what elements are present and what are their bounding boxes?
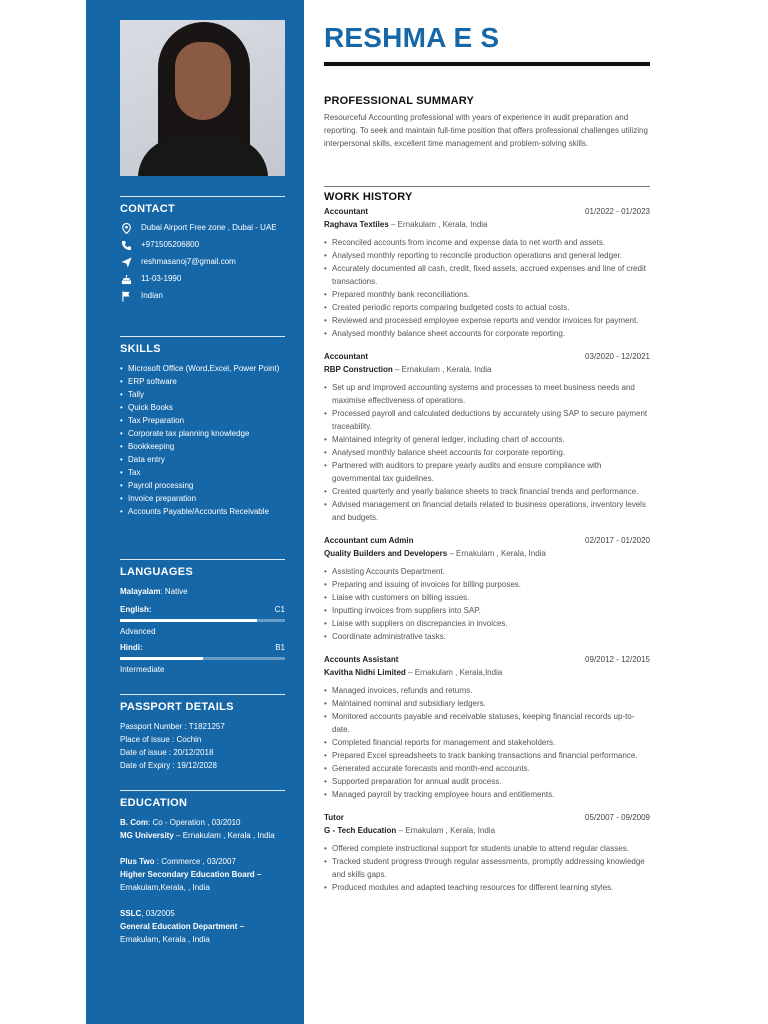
skill-item: • Quick Books [120, 401, 285, 414]
job-company: RBP Construction – Ernakulam , Kerala, India [324, 365, 492, 374]
job-bullet: • Generated accurate forecasts and month-end accounts. [324, 762, 650, 775]
candidate-name: RESHMA E S [324, 22, 500, 53]
job-date: 02/2017 - 01/2020 [585, 536, 650, 545]
work-history-title: WORK HISTORY [324, 191, 413, 203]
job-bullet: • Managed payroll by tracking employee hours and entitlements. [324, 788, 650, 801]
skill-item: • Invoice preparation [120, 492, 285, 505]
job-title: Tutor [324, 813, 344, 822]
skill-item: • Tax Preparation [120, 414, 285, 427]
education-item: B. Com: Co - Operation , 03/2010 MG University – Ernakulam , Kerala , India [120, 818, 275, 840]
skill-item: • Tax [120, 466, 285, 479]
flag-icon [120, 290, 132, 302]
language-english: English: C1 Advanced [120, 605, 285, 636]
job-entry [324, 351, 650, 524]
summary-section [324, 95, 650, 150]
skills-list [120, 362, 285, 518]
job-bullet: • Advised management on financial details related to business operations, inventory levels and budgets. [324, 498, 650, 524]
skill-item: • Data entry [120, 453, 285, 466]
job-bullet: • Prepared monthly bank reconciliations. [324, 288, 650, 301]
passport-section: PASSPORT DETAILS Passport Number : T1821257 Place of issue : Cochin Date of issue : 20/12/2018 Date of Expiry : 19/12/2028 [120, 694, 285, 772]
job-title: Accountant cum Admin [324, 536, 414, 545]
skills-title: SKILLS [120, 343, 161, 355]
profile-photo [120, 20, 285, 176]
job-bullet: • Reconciled accounts from income and expense data to net worth and assets. [324, 236, 650, 249]
skill-item: • ERP software [120, 375, 285, 388]
job-entry [324, 654, 650, 801]
education-section [120, 790, 285, 946]
job-bullet: • Liaise with customers on billing issues. [324, 591, 650, 604]
job-bullet: • Maintained integrity of general ledger, including chart of accounts. [324, 433, 650, 446]
contact-birthdate: 11-03-1990 [120, 273, 285, 285]
skill-item: • Tally [120, 388, 285, 401]
job-bullet: • Processed payroll and calculated deductions by accurately using SAP to secure payment traceability. [324, 407, 650, 433]
job-title: Accountant [324, 352, 368, 361]
contact-phone[interactable]: +971505206800 [120, 239, 285, 251]
job-bullet: • Inputting invoices from suppliers into SAP. [324, 604, 650, 617]
summary-text: Resourceful Accounting professional with years of experience in audit preparation and reporting. To seek and maintain full-time position that offers professional challenges utilizing interpersonal skills, excellent time management and problem-solving skills. [324, 113, 648, 148]
job-bullet: • Set up and improved accounting systems and processes to meet business needs and maximise effectiveness of operations. [324, 381, 650, 407]
job-date: 01/2022 - 01/2023 [585, 207, 650, 216]
sidebar [86, 0, 304, 1024]
job-entry [324, 535, 650, 643]
job-bullet: • Analysed monthly balance sheet accounts for corporate reporting. [324, 446, 650, 459]
job-bullet: • Reviewed and processed employee expense reports and vendor invoices for payment. [324, 314, 650, 327]
job-company: G - Tech Education – Ernakulam , Kerala, India [324, 826, 496, 835]
skills-section [120, 336, 285, 518]
skill-item: • Accounts Payable/Accounts Receivable [120, 505, 285, 518]
job-company: Raghava Textiles – Ernakulam , Kerala, India [324, 220, 488, 229]
job-bullet: • Tracked student progress through regular assessments, promptly addressing knowledge and skills gaps. [324, 855, 650, 881]
phone-icon [120, 239, 132, 251]
job-company: Quality Builders and Developers – Ernakulam , Kerala, India [324, 549, 546, 558]
job-bullet: • Accurately documented all cash, credit, fixed assets, accrued expenses and line of credit transactions. [324, 262, 650, 288]
job-bullet: • Supported preparation for annual audit process. [324, 775, 650, 788]
job-bullet: • Maintained nominal and subsidiary ledgers. [324, 697, 650, 710]
work-history-section [324, 186, 650, 894]
contact-title: CONTACT [120, 203, 176, 215]
language-level-bar [120, 657, 285, 660]
skill-item: • Corporate tax planning knowledge [120, 427, 285, 440]
job-date: 09/2012 - 12/2015 [585, 655, 650, 664]
name-divider [324, 62, 650, 66]
job-bullet: • Produced modules and adapted teaching resources for different learning styles. [324, 881, 650, 894]
contact-address: Dubai Airport Free zone , Dubai - UAE [120, 222, 285, 234]
job-title: Accounts Assistant [324, 655, 399, 664]
job-bullet: • Analysed monthly reporting to reconcile production operations and general ledger. [324, 249, 650, 262]
job-bullet: • Coordinate administrative tasks. [324, 630, 650, 643]
job-bullet: • Assisting Accounts Department. [324, 565, 650, 578]
languages-title: LANGUAGES [120, 566, 193, 578]
job-bullet: • Prepared Excel spreadsheets to track banking transactions and financial performance. [324, 749, 650, 762]
job-entry [324, 206, 650, 340]
cake-icon [120, 273, 132, 285]
job-bullet: • Monitored accounts payable and receivable statuses, keeping financial records up-to-date. [324, 710, 650, 736]
contact-email[interactable]: reshmasanoj7@gmail.com [120, 256, 285, 268]
education-title: EDUCATION [120, 797, 188, 809]
job-date: 03/2020 - 12/2021 [585, 352, 650, 361]
job-bullet: • Preparing and issuing of invoices for billing purposes. [324, 578, 650, 591]
job-company: Kavitha Nidhi Limited – Ernakulam , Kerala,India [324, 668, 503, 677]
passport-title: PASSPORT DETAILS [120, 701, 234, 713]
contact-section [120, 196, 285, 307]
language-level-bar [120, 619, 285, 622]
job-bullet: • Managed invoices, refunds and returns. [324, 684, 650, 697]
skill-item: • Bookkeeping [120, 440, 285, 453]
job-title: Accountant [324, 207, 368, 216]
job-bullet: • Partnered with auditors to prepare yearly audits and ensure compliance with governmental tax guidelines. [324, 459, 650, 485]
languages-section [120, 559, 285, 676]
send-icon [120, 256, 132, 268]
location-pin-icon [120, 222, 132, 234]
skill-item: • Payroll processing [120, 479, 285, 492]
contact-nationality: Indian [120, 290, 285, 302]
summary-title: PROFESSIONAL SUMMARY [324, 95, 475, 107]
job-entry [324, 812, 650, 894]
education-item: Plus Two : Commerce , 03/2007 Higher Secondary Education Board – Ernakulam,Kerala, , India [120, 857, 262, 892]
language-hindi: Hindi: B1 Intermediate [120, 643, 285, 674]
education-item: SSLC, 03/2005 General Education Department – Ernakulam, Kerala , India [120, 909, 245, 944]
job-bullet: • Created quarterly and yearly balance sheets to track financial trends and performance. [324, 485, 650, 498]
job-bullet: • Offered complete instructional support for students unable to attend regular classes. [324, 842, 650, 855]
language-native: Malayalam: Native [120, 587, 188, 596]
job-bullet: • Completed financial reports for management and stakeholders. [324, 736, 650, 749]
job-bullet: • Liaise with suppliers on discrepancies in invoices. [324, 617, 650, 630]
skill-item: • Microsoft Office (Word,Excel, Power Point) [120, 362, 285, 375]
job-bullet: • Analysed monthly balance sheet accounts for corporate reporting. [324, 327, 650, 340]
job-date: 05/2007 - 09/2009 [585, 813, 650, 822]
job-bullet: • Created periodic reports comparing budgeted costs to actual costs. [324, 301, 650, 314]
